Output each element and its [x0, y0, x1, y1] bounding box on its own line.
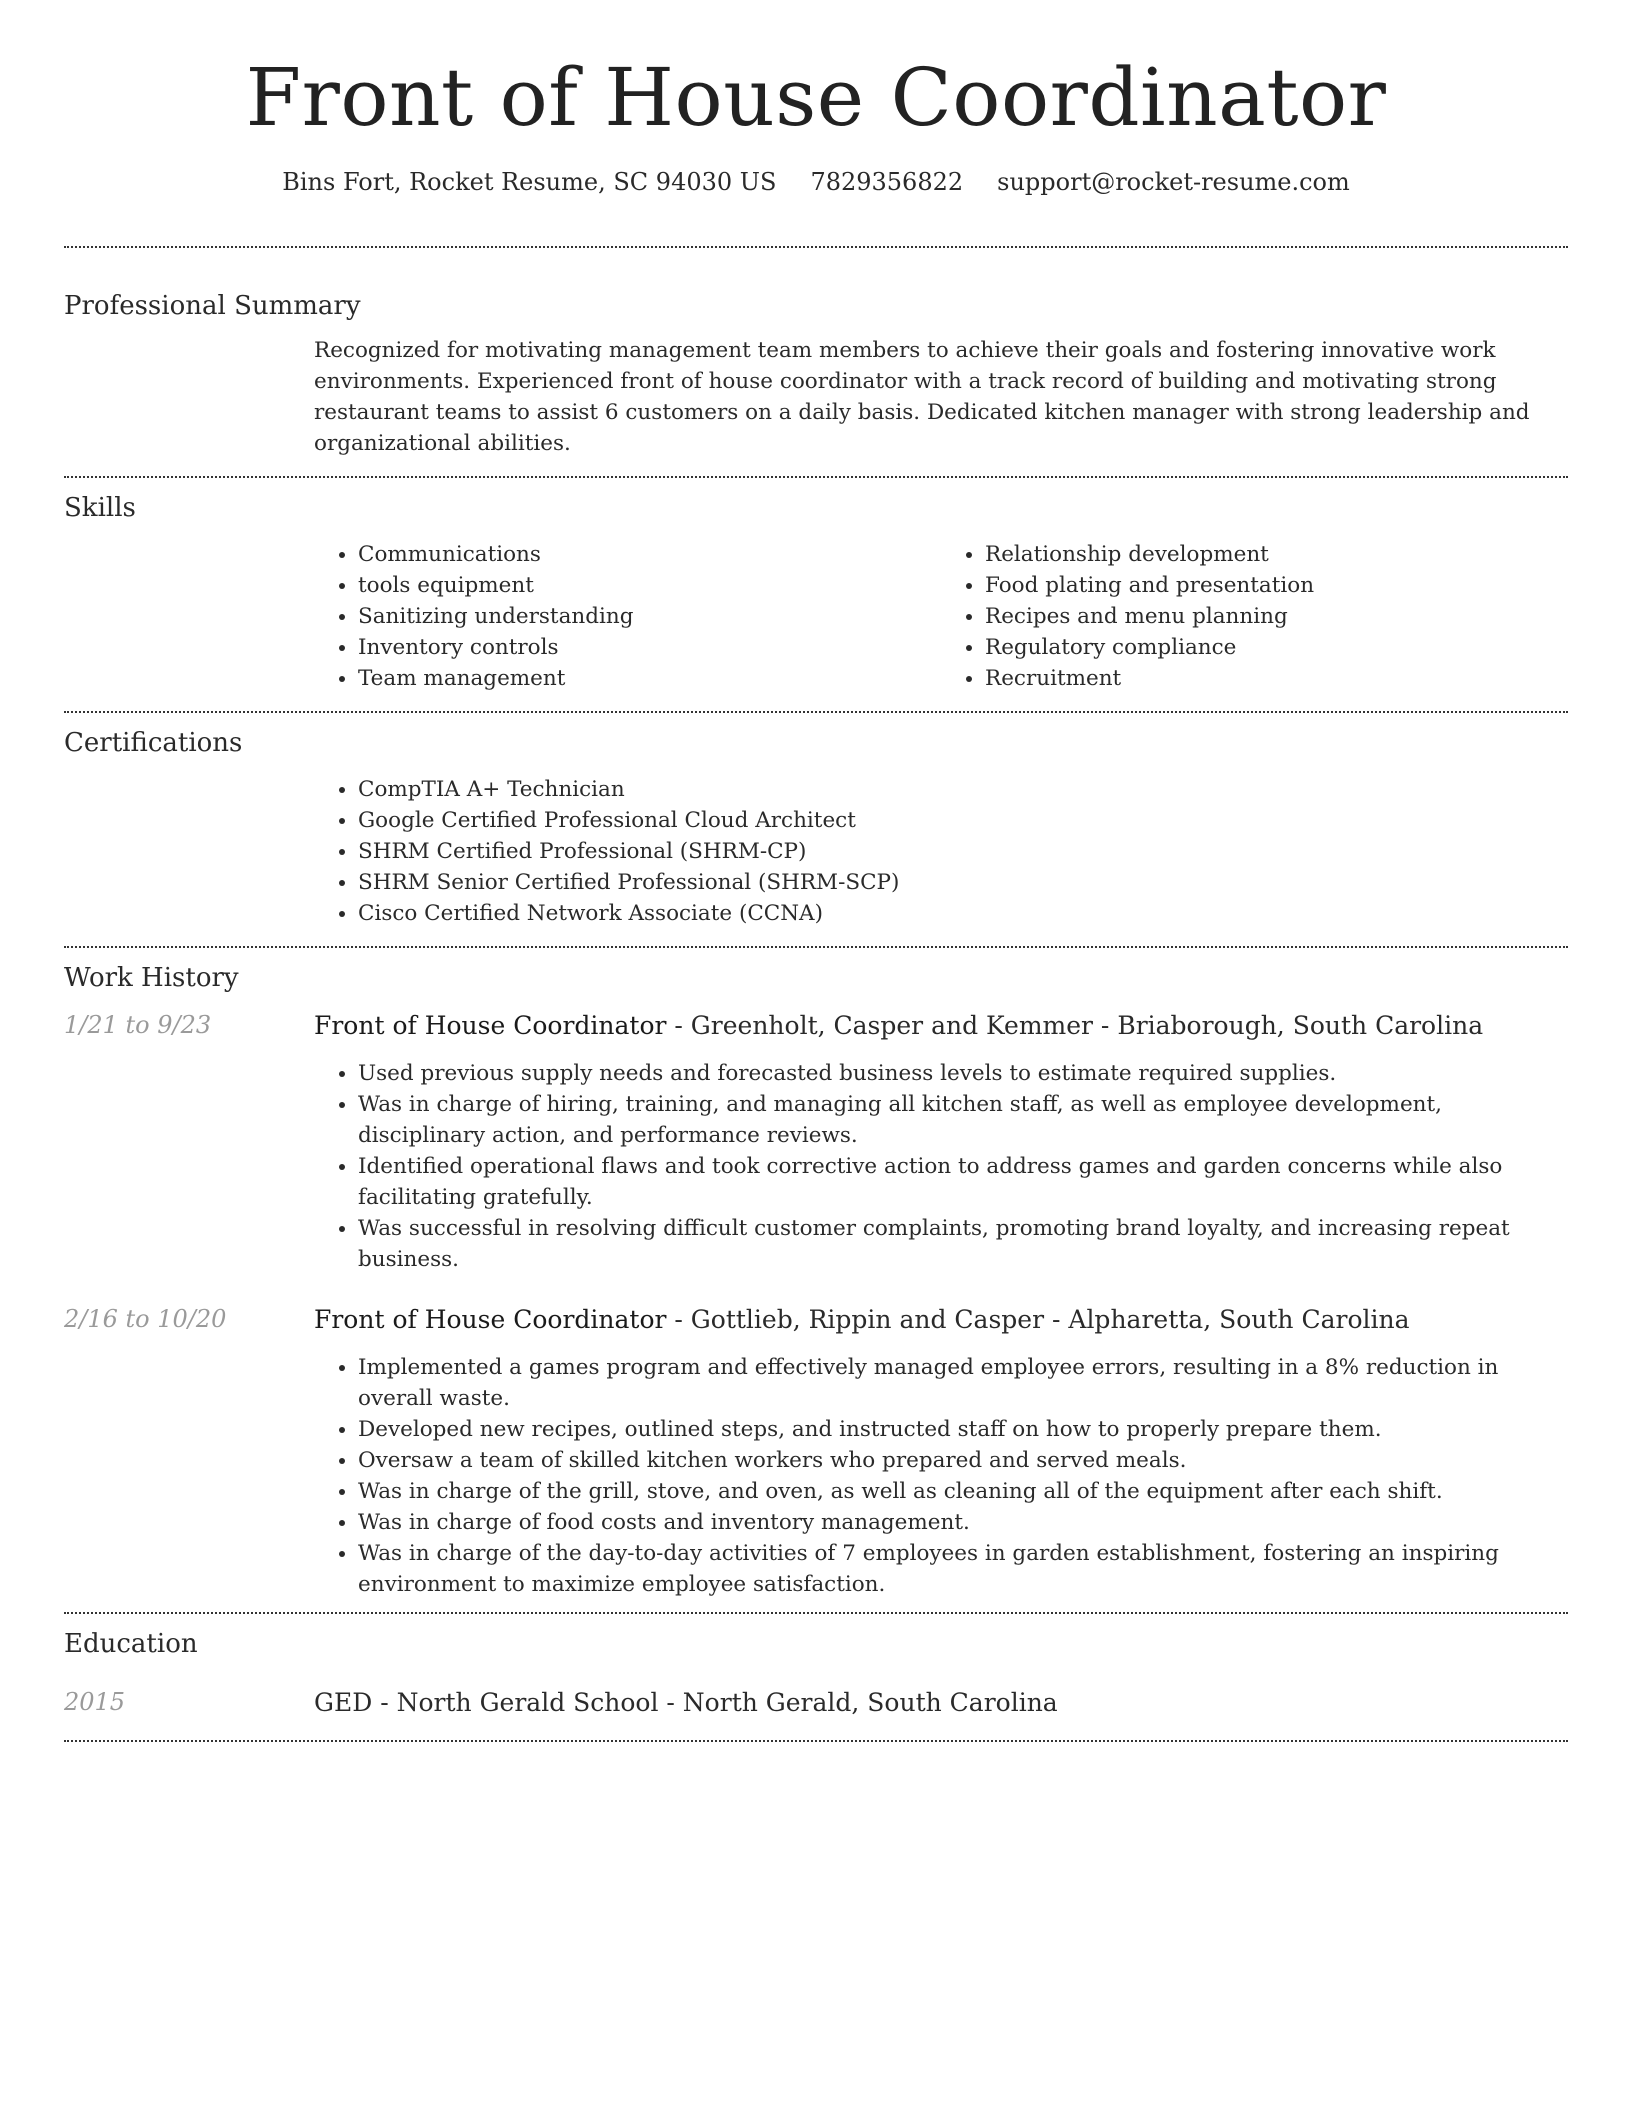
- contact-email: support@rocket-resume.com: [997, 168, 1350, 196]
- section-summary: [64, 293, 1568, 459]
- list-item: • Team management: [358, 663, 941, 694]
- section-title-summary: Professional Summary: [64, 291, 361, 321]
- section-work-history: [64, 965, 1568, 1600]
- divider: [64, 246, 1568, 248]
- divider: [64, 1740, 1568, 1742]
- contact-line: [64, 170, 1568, 194]
- job-dates: 2/16 to 10/20: [64, 1305, 227, 1333]
- list-item: • Cisco Certified Network Associate (CCNA): [358, 898, 1568, 929]
- section-title-certifications: Certifications: [64, 728, 243, 758]
- divider: [64, 946, 1568, 948]
- job-employer: - Gottlieb, Rippin and Casper - Alpharetta, South Carolina: [666, 1305, 1410, 1334]
- certifications-content: [314, 774, 1568, 929]
- list-item: • Was successful in resolving difficult customer complaints, promoting brand loyalty, and increasing repeat business.: [358, 1213, 1568, 1275]
- job-bullet-list: [314, 1058, 1568, 1275]
- job-heading: [314, 1307, 1568, 1332]
- list-item: • Recruitment: [985, 663, 1568, 694]
- education-detail: GED - North Gerald School - North Gerald, South Carolina: [314, 1688, 1058, 1717]
- job-bullets: [314, 1058, 1568, 1275]
- list-item: • Food plating and presentation: [985, 570, 1568, 601]
- job-bullets: [314, 1352, 1568, 1600]
- list-item: • Was in charge of the grill, stove, and oven, as well as cleaning all of the equipment after each shift.: [358, 1476, 1568, 1507]
- job-bullet-list: [314, 1352, 1568, 1600]
- education-entry: [64, 1690, 1568, 1715]
- section-title-work: Work History: [64, 963, 239, 993]
- list-item: • Used previous supply needs and forecasted business levels to estimate required supplies.: [358, 1058, 1568, 1089]
- list-item: • Regulatory compliance: [985, 632, 1568, 663]
- job-entry: [64, 1013, 1568, 1275]
- list-item: • Implemented a games program and effectively managed employee errors, resulting in a 8% reduction in overall waste.: [358, 1352, 1568, 1414]
- list-item: • CompTIA A+ Technician: [358, 774, 1568, 805]
- list-item: • Identified operational flaws and took corrective action to address games and garden concerns while also facilitating gratefully.: [358, 1151, 1568, 1213]
- list-item: • Sanitizing understanding: [358, 601, 941, 632]
- list-item: • Developed new recipes, outlined steps, and instructed staff on how to properly prepare them.: [358, 1414, 1568, 1445]
- divider: [64, 1612, 1568, 1614]
- list-item: • Was in charge of the day-to-day activities of 7 employees in garden establishment, fostering an inspiring environment to maximize employee satisfaction.: [358, 1538, 1568, 1600]
- section-skills: [64, 495, 1568, 694]
- skills-list-right: [941, 539, 1568, 694]
- job-entry: [64, 1307, 1568, 1600]
- section-education: [64, 1631, 1568, 1715]
- list-item: • Communications: [358, 539, 941, 570]
- list-item: • Was in charge of food costs and inventory management.: [358, 1507, 1568, 1538]
- list-item: • SHRM Certified Professional (SHRM-CP): [358, 836, 1568, 867]
- list-item: • Google Certified Professional Cloud Architect: [358, 805, 1568, 836]
- section-certifications: [64, 730, 1568, 929]
- resume-name: Front of House Coordinator: [245, 51, 1387, 144]
- contact-phone: 7829356822: [810, 168, 964, 196]
- job-dates: 1/21 to 9/23: [64, 1011, 212, 1039]
- section-title-skills: Skills: [64, 493, 136, 523]
- list-item: • Oversaw a team of skilled kitchen workers who prepared and served meals.: [358, 1445, 1568, 1476]
- contact-address: Bins Fort, Rocket Resume, SC 94030 US: [282, 168, 777, 196]
- summary-text: Recognized for motivating management team members to achieve their goals and fostering innovative work environments. Experienced front of house coordinator with a track record of building and motivating strong restaurant teams to assist 6 customers on a daily basis. Dedicated kitchen manager with strong leadership and organizational abilities.: [314, 338, 1530, 456]
- job-title: Front of House Coordinator: [314, 1011, 667, 1040]
- job-employer: - Greenholt, Casper and Kemmer - Briaborough, South Carolina: [666, 1011, 1484, 1040]
- divider: [64, 476, 1568, 478]
- divider: [64, 711, 1568, 713]
- section-title-education: Education: [64, 1629, 198, 1659]
- list-item: • Inventory controls: [358, 632, 941, 663]
- list-item: • SHRM Senior Certified Professional (SHRM-SCP): [358, 867, 1568, 898]
- resume-page: [64, 0, 1568, 1742]
- skills-grid: [314, 539, 1568, 694]
- list-item: • Was in charge of hiring, training, and managing all kitchen staff, as well as employee development, disciplinary action, and performance reviews.: [358, 1089, 1568, 1151]
- job-title: Front of House Coordinator: [314, 1305, 667, 1334]
- skills-list-left: [314, 539, 941, 694]
- list-item: • Recipes and menu planning: [985, 601, 1568, 632]
- job-heading: [314, 1013, 1568, 1038]
- education-year: 2015: [64, 1688, 126, 1716]
- jobs-container: [64, 1013, 1568, 1600]
- certifications-list: [314, 774, 1568, 929]
- list-item: • Relationship development: [985, 539, 1568, 570]
- list-item: • tools equipment: [358, 570, 941, 601]
